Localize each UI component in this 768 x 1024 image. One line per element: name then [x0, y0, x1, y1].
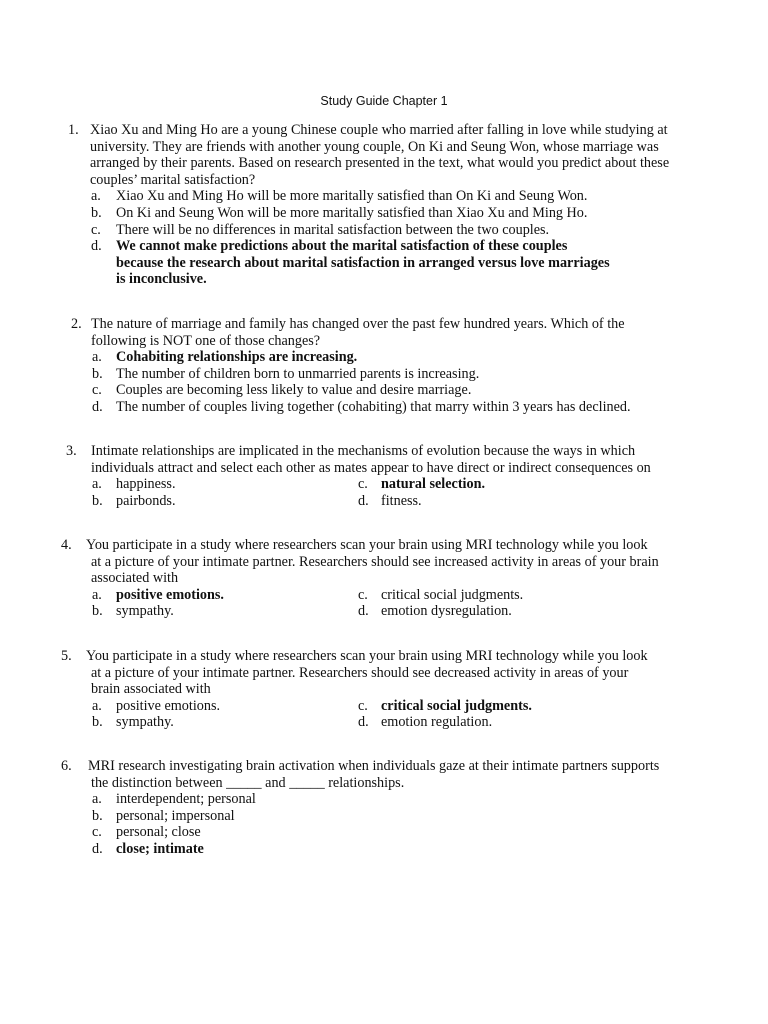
option-letter: c. — [358, 476, 368, 493]
option-letter: d. — [91, 238, 102, 255]
options-list — [0, 791, 768, 857]
question-2 — [0, 316, 768, 416]
option-text: pairbonds. — [116, 492, 176, 509]
page-title: Study Guide Chapter 1 — [320, 94, 448, 108]
option-text: happiness. — [116, 476, 176, 493]
option-text: There will be no differences in marital satisfaction between the two couples. — [116, 221, 550, 238]
option-text: Couples are becoming less likely to value and desire marriage. — [116, 382, 472, 399]
option-letter: c. — [358, 586, 368, 603]
option-letter: c. — [92, 824, 102, 841]
option-letter: b. — [92, 714, 103, 731]
option-letter: b. — [92, 807, 103, 824]
question-text: You participate in a study where researchers scan your brain using MRI technology while you look at a picture of your intimate partner. Researchers should see decreased activity in areas of your brain associated with — [86, 648, 648, 698]
option-row — [0, 698, 768, 715]
options-list — [0, 476, 768, 509]
option-text: critical social judgments. — [381, 586, 524, 603]
option-text: positive emotions. — [116, 697, 221, 714]
option-text: personal; close — [116, 824, 201, 841]
option-row — [0, 587, 768, 604]
option-letter: d. — [358, 603, 369, 620]
option-d — [0, 399, 768, 416]
option-text-correct: Cohabiting relationships are increasing. — [116, 349, 358, 366]
option-letter: b. — [92, 603, 103, 620]
option-letter: a. — [91, 188, 101, 205]
option-text-correct: natural selection. — [381, 476, 486, 493]
option-a — [0, 188, 768, 205]
question-4 — [0, 537, 768, 620]
option-text-correct: critical social judgments. — [381, 697, 532, 714]
option-a — [0, 791, 768, 808]
option-text: sympathy. — [116, 714, 174, 731]
question-number: 1. — [68, 122, 79, 138]
question-text: The nature of marriage and family has changed over the past few hundred years. Which of the following is NOT one of those changes? — [91, 316, 625, 349]
option-text: The number of couples living together (cohabiting) that marry within 3 years has declined. — [116, 398, 631, 415]
option-d — [0, 841, 768, 858]
option-text-correct: close; intimate — [116, 840, 204, 857]
option-letter: b. — [91, 204, 102, 221]
option-letter: c. — [91, 221, 101, 238]
option-row — [0, 714, 768, 731]
option-letter: b. — [92, 365, 103, 382]
option-letter: a. — [92, 791, 102, 808]
question-text: Intimate relationships are implicated in the mechanisms of evolution because the ways in which individuals attract and select each other as mates appear to have direct or indirect consequences on — [91, 443, 651, 476]
question-number: 5. — [61, 648, 72, 664]
option-text: sympathy. — [116, 603, 174, 620]
option-text: fitness. — [381, 492, 422, 509]
question-1 — [0, 122, 768, 288]
option-text: personal; impersonal — [116, 807, 235, 824]
options-list — [0, 188, 768, 288]
option-letter: c. — [92, 382, 102, 399]
option-text: Xiao Xu and Ming Ho will be more maritally satisfied than On Ki and Seung Won. — [116, 188, 588, 205]
option-letter: b. — [92, 492, 103, 509]
question-number: 4. — [61, 537, 72, 553]
option-text: interdependent; personal — [116, 791, 256, 808]
option-b — [0, 366, 768, 383]
options-list — [0, 587, 768, 620]
option-text-correct: positive emotions. — [116, 586, 224, 603]
option-letter: d. — [92, 398, 103, 415]
option-row — [0, 493, 768, 510]
option-letter: a. — [92, 586, 102, 603]
option-c — [0, 382, 768, 399]
option-letter: c. — [358, 697, 368, 714]
question-number: 3. — [66, 443, 77, 459]
options-list — [0, 349, 768, 415]
option-c — [0, 824, 768, 841]
options-list — [0, 698, 768, 731]
option-letter: d. — [358, 492, 369, 509]
option-text: emotion regulation. — [381, 714, 493, 731]
question-text: Xiao Xu and Ming Ho are a young Chinese couple who married after falling in love while studying at university. They are friends with another young couple, On Ki and Seung Won, whose marriage was arranged by their parents. Based on research presented in the text, what would you predict about these couples’ marital satisfaction? — [90, 122, 670, 188]
option-letter: a. — [92, 476, 102, 493]
option-b — [0, 205, 768, 222]
option-text: emotion dysregulation. — [381, 603, 512, 620]
option-letter: d. — [92, 840, 103, 857]
question-5 — [0, 648, 768, 731]
option-a — [0, 349, 768, 366]
question-number: 2. — [71, 316, 82, 332]
option-letter: d. — [358, 714, 369, 731]
option-b — [0, 808, 768, 825]
question-3 — [0, 443, 768, 509]
question-text: You participate in a study where researchers scan your brain using MRI technology while you look at a picture of your intimate partner. Researchers should see increased activity in areas of your brain associated with — [86, 537, 659, 587]
question-number: 6. — [61, 758, 72, 774]
option-text-correct: We cannot make predictions about the marital satisfaction of these couples because the research about marital satisfaction in arranged versus love marriages is inconclusive. — [116, 238, 610, 288]
option-letter: a. — [92, 349, 102, 366]
option-row — [0, 476, 768, 493]
option-letter: a. — [92, 697, 102, 714]
option-c — [0, 222, 768, 239]
option-text: On Ki and Seung Won will be more maritally satisfied than Xiao Xu and Ming Ho. — [116, 204, 588, 221]
option-row — [0, 603, 768, 620]
option-text: The number of children born to unmarried parents is increasing. — [116, 365, 480, 382]
question-text: MRI research investigating brain activation when individuals gaze at their intimate partners supports the distinction between _____ and _____ relationships. — [88, 758, 660, 791]
option-d — [0, 238, 768, 288]
question-6 — [0, 758, 768, 858]
